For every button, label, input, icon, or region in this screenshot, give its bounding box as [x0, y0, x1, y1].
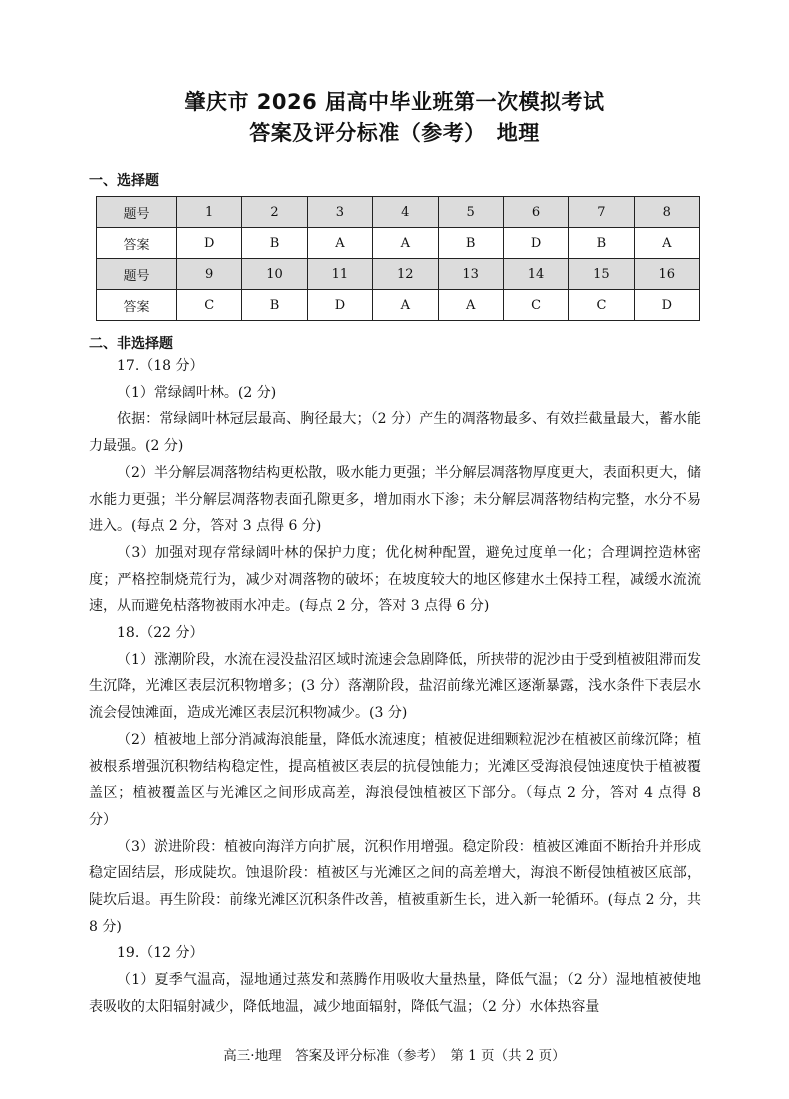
question-number-cell: 16: [634, 259, 699, 290]
row-label: 题号: [97, 197, 177, 228]
page-title: 肇庆市 2026 届高中毕业班第一次模拟考试: [184, 90, 605, 114]
answer-cell: D: [634, 290, 699, 321]
table-row: [97, 228, 700, 259]
answer-cell: A: [438, 290, 503, 321]
question-number-cell: 8: [634, 197, 699, 228]
question-number-cell: 14: [503, 259, 568, 290]
question-number-cell: 9: [177, 259, 242, 290]
question-number-cell: 13: [438, 259, 503, 290]
answer-cell: C: [177, 290, 242, 321]
answer-cell: A: [373, 228, 438, 259]
question-number-cell: 5: [438, 197, 503, 228]
answer-cell: A: [373, 290, 438, 321]
answer-cell: B: [569, 228, 634, 259]
answer-cell: B: [242, 228, 307, 259]
answer-cell: C: [503, 290, 568, 321]
question-number-cell: 6: [503, 197, 568, 228]
answer-cell: A: [634, 228, 699, 259]
question-number-cell: 12: [373, 259, 438, 290]
q17-part1: （1）常绿阔叶林。(2 分): [117, 384, 277, 401]
row-label: 题号: [97, 259, 177, 290]
question-17-heading: 17.（18 分）: [117, 358, 204, 374]
table-row: [97, 197, 700, 228]
answer-cell: D: [503, 228, 568, 259]
row-label: 答案: [97, 228, 177, 259]
question-number-cell: 3: [307, 197, 372, 228]
answer-body: [89, 353, 701, 1021]
q17-part3: （3）加强对现存常绿阔叶林的保护力度；优化树种配置，避免过度单一化；合理调控造林密度；严格控制烧荒行为，减少对凋落物的破坏；在坡度较大的地区修建水土保持工程，减缓水流流速，从而避免枯落物被雨水冲走。(每点 2 分，答对 3 点得 6 分): [89, 544, 701, 615]
question-number-cell: 4: [373, 197, 438, 228]
q19-part1: （1）夏季气温高，湿地通过蒸发和蒸腾作用吸收大量热量，降低气温；（2 分）湿地植被使地表吸收的太阳辐射减少，降低地温，减少地面辐射，降低气温；（2 分）水体热容量: [89, 972, 701, 1015]
section-heading-choice: 一、选择题: [89, 173, 159, 189]
question-19-heading: 19.（12 分）: [117, 945, 204, 962]
answer-cell: C: [569, 290, 634, 321]
answer-table: [96, 196, 700, 321]
answer-cell: D: [177, 228, 242, 259]
answer-cell: D: [307, 290, 372, 321]
q17-part2: （2）半分解层凋落物结构更松散，吸水能力更强；半分解层凋落物厚度更大，表面积更大，储水能力更强；半分解层凋落物表面孔隙更多，增加雨水下渗；未分解层凋落物结构完整，水分不易进入。(每点 2 分，答对 3 点得 6 分): [89, 464, 701, 535]
q18-part3: （3）淤进阶段：植被向海洋方向扩展，沉积作用增强。稳定阶段：植被区滩面不断抬升并形成稳定固结层，形成陡坎。蚀退阶段：植被区与光滩区之间的高差增大，海浪不断侵蚀植被区底部，陡坎后退。再生阶段：前缘光滩区沉积条件改善，植被重新生长，进入新一轮循环。(每点 2 分，共 8 分): [89, 838, 701, 935]
question-number-cell: 10: [242, 259, 307, 290]
question-number-cell: 7: [569, 197, 634, 228]
q18-part1: （1）涨潮阶段，水流在浸没盐沼区域时流速会急剧降低，所挟带的泥沙由于受到植被阻滞而发生沉降，光滩区表层沉积物增多；(3 分）落潮阶段，盐沼前缘光滩区逐渐暴露，浅水条件下表层水流会侵蚀滩面，造成光滩区表层沉积物减少。(3 分): [89, 651, 701, 722]
question-number-cell: 15: [569, 259, 634, 290]
question-number-cell: 1: [177, 197, 242, 228]
question-18-heading: 18.（22 分）: [117, 625, 204, 642]
q17-part1-reason: 依据：常绿阔叶林冠层最高、胸径最大；（2 分）产生的凋落物最多、有效拦截量最大，蓄水能力最强。(2 分): [89, 411, 701, 455]
row-label: 答案: [97, 290, 177, 321]
question-number-cell: 11: [307, 259, 372, 290]
section-heading-nonchoice: 二、非选择题: [89, 336, 173, 352]
q18-part2: （2）植被地上部分消减海浪能量，降低水流速度；植被促进细颗粒泥沙在植被区前缘沉降；植被根系增强沉积物结构稳定性，提高植被区表层的抗侵蚀能力；光滩区受海浪侵蚀速度快于植被覆盖区；植被覆盖区与光滩区之间形成高差，海浪侵蚀植被区下部分。（每点 2 分，答对 4 点得 8 分）: [89, 731, 701, 828]
page-subtitle: 答案及评分标准（参考） 地理: [249, 121, 540, 145]
answer-cell: B: [242, 290, 307, 321]
answer-cell: B: [438, 228, 503, 259]
table-row: [97, 259, 700, 290]
answer-cell: A: [307, 228, 372, 259]
table-row: [97, 290, 700, 321]
page-footer: 高三·地理 答案及评分标准（参考） 第 1 页（共 2 页）: [223, 1048, 566, 1064]
question-number-cell: 2: [242, 197, 307, 228]
